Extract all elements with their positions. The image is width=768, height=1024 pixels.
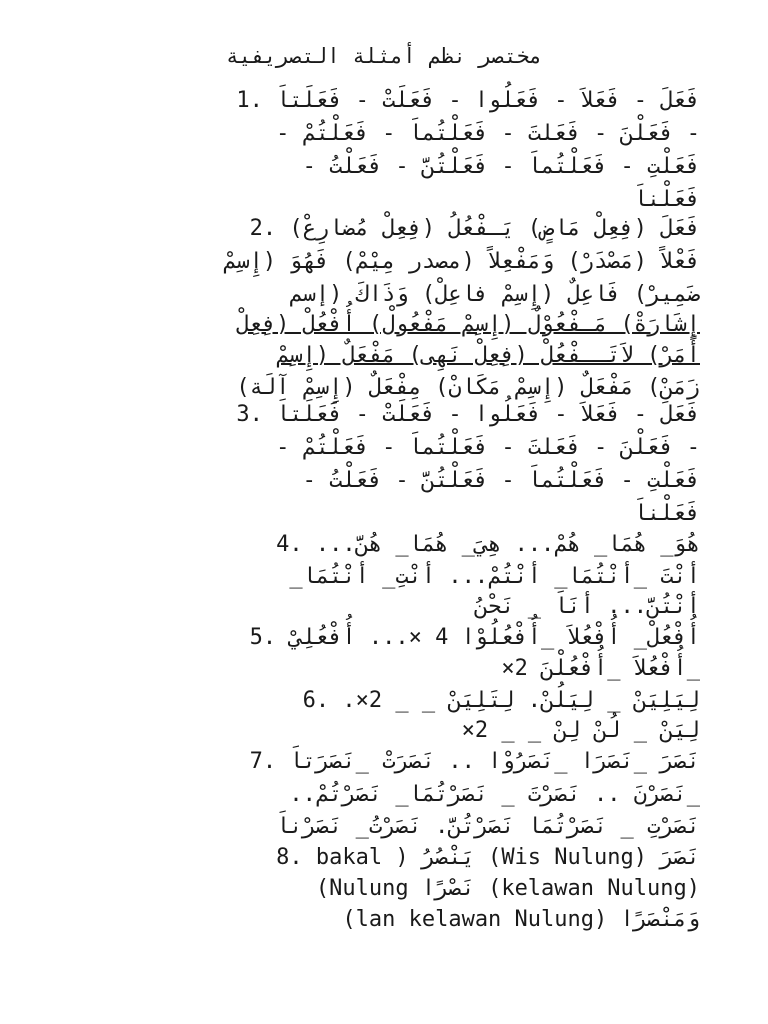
item-5-line-2: _أُفْعُلاَ _أُفْعُلْنَ 2× <box>501 656 700 681</box>
item-8-line-1 <box>60 841 700 874</box>
item-4-line-3: أنْتُنَّ... أنَاَ _ نَحْنُ <box>474 594 700 619</box>
item-1-line-3: فَعَلْتِ - فَعَلْتُماَ - فَعَلْتُنَّ - فَعَلْتُ - <box>302 154 700 179</box>
item-4-text-1: هُوَ_ هُمَا_ هُمْ... هِيَ_ هُمَا_ هُنَّ... <box>315 532 700 557</box>
item-2-number: 2. <box>249 216 277 241</box>
item-6-text-1: لِيَلِيَنْ _ لِيَلُنْ. لِتَلِيَنْ _ _ 2×. <box>342 688 700 713</box>
item-7-number: 7. <box>249 749 277 774</box>
item-3-line-2: - فَعَلْنَ - فَعَلتَ - فَعَلْتُماَ - فَعَلْتُمْ - <box>276 435 700 460</box>
item-3-line-4: فَعَلْناَ <box>633 501 700 526</box>
item-3-number: 3. <box>236 402 263 427</box>
item-1-line-1 <box>60 84 700 117</box>
item-7-line-1 <box>60 745 700 778</box>
item-1-number: 1. <box>236 88 263 113</box>
item-3-line-3: فَعَلْتِ - فَعَلْتُماَ - فَعَلْتُنَّ - فَعَلْتُ - <box>302 468 700 493</box>
item-7-line-2: _نَصَرْنَ .. نَصَرْتَ _ نَصَرْتُمَا_ نَصَرْتُمْ.. <box>289 782 700 807</box>
item-1-line-2: - فَعَلْنَ - فَعَلتَ - فَعَلْتُماَ - فَعَلْتُمْ - <box>276 121 700 146</box>
item-8-line-2: (Nulung نَصْرًا (kelawan Nulung) <box>315 876 700 901</box>
item-5-number: 5. <box>249 625 277 650</box>
document-title: مختصر نظم أمثلة التصريفية <box>225 44 543 68</box>
item-6-number: 6. <box>302 688 330 713</box>
item-1-line-4: فَعَلْناَ <box>633 187 700 212</box>
item-2-line-3: ضَمِيرْ) فَاعِلٌ (إِسِمْ فاعِلْ) وَذَاكَ (إسم <box>289 282 700 307</box>
item-2-text-1: فَعَلَ (فِعِلْ مَاضٍ) يَـفْعُلُ (فِعِلْ مُضارِعْ) <box>289 216 700 241</box>
item-5-text-1: أُفْعُلْ_ أُفْعُلاَ _أُفْعُلُوْا 4 ×... أُفْعُلِيْ <box>289 625 700 650</box>
item-2-line-2: فَعْلاً (مَصْدَرْ) وَمَفْعِلاً (مصدر مِيْمْ) فَهُوَ (إِسِمْ <box>223 249 700 274</box>
item-6-line-1 <box>60 684 700 717</box>
item-6-line-2: لِيَنْ _ لُنْ لِنْ _ _ 2× <box>461 718 700 743</box>
item-5-line-1 <box>60 621 700 654</box>
item-2-line-5: أَمَرْ) لاَتَــفْعُلْ (فِعِلْ نَهِى) مَفْعَلٌ (إِسِمْ <box>276 343 700 368</box>
item-3-text-1: فَعَلَ - فَعَلاَ - فَعَلُوا - فَعَلَتْ - فَعَلَتاَ <box>276 402 700 427</box>
item-4-line-1 <box>60 528 700 561</box>
item-7-line-3: نَصَرْتِ _ نَصَرْتُمَا نَصَرْتُنَّ. نَصَرْتُ_ نَصَرْناَ <box>276 814 700 839</box>
item-7-text-1: نَصَرَ _نَصَرَا _نَصَرُوْا .. نَصَرَتْ _نَصَرَتاَ <box>289 749 700 774</box>
item-2-line-4: إِشَارَةْ) مَـفْعُوْلٌ (إِسِمْ مَفْعُولْ) أُفْعُلْ (فِعِلْ <box>236 312 700 337</box>
item-3-line-1 <box>60 398 700 431</box>
item-4-line-2: أنْتَ _أنْتُمَا_ أنْتُمْ... أنْتِ_ أنْتُمَا_ <box>289 564 700 589</box>
item-4-number: 4. <box>276 532 303 557</box>
item-8-number: 8. <box>276 845 303 870</box>
item-8-line-3: وَمَنْصَرًا (lan kelawan Nulung) <box>342 907 700 932</box>
item-1-text-1: فَعَلَ - فَعَلاَ - فَعَلُوا - فَعَلَتْ - فَعَلَتاَ <box>276 88 700 113</box>
item-8-text-1: نَصَرَ (Wis Nulung) يَنْصُرُ ( bakal <box>315 845 700 870</box>
item-2-line-6: زَمَنْ) مَفْعَلٌ (إِسِمْ مَكَانْ) مِفْعَلٌ (إِسِمْ آلَة) <box>236 375 700 400</box>
item-2-line-1 <box>60 212 700 245</box>
